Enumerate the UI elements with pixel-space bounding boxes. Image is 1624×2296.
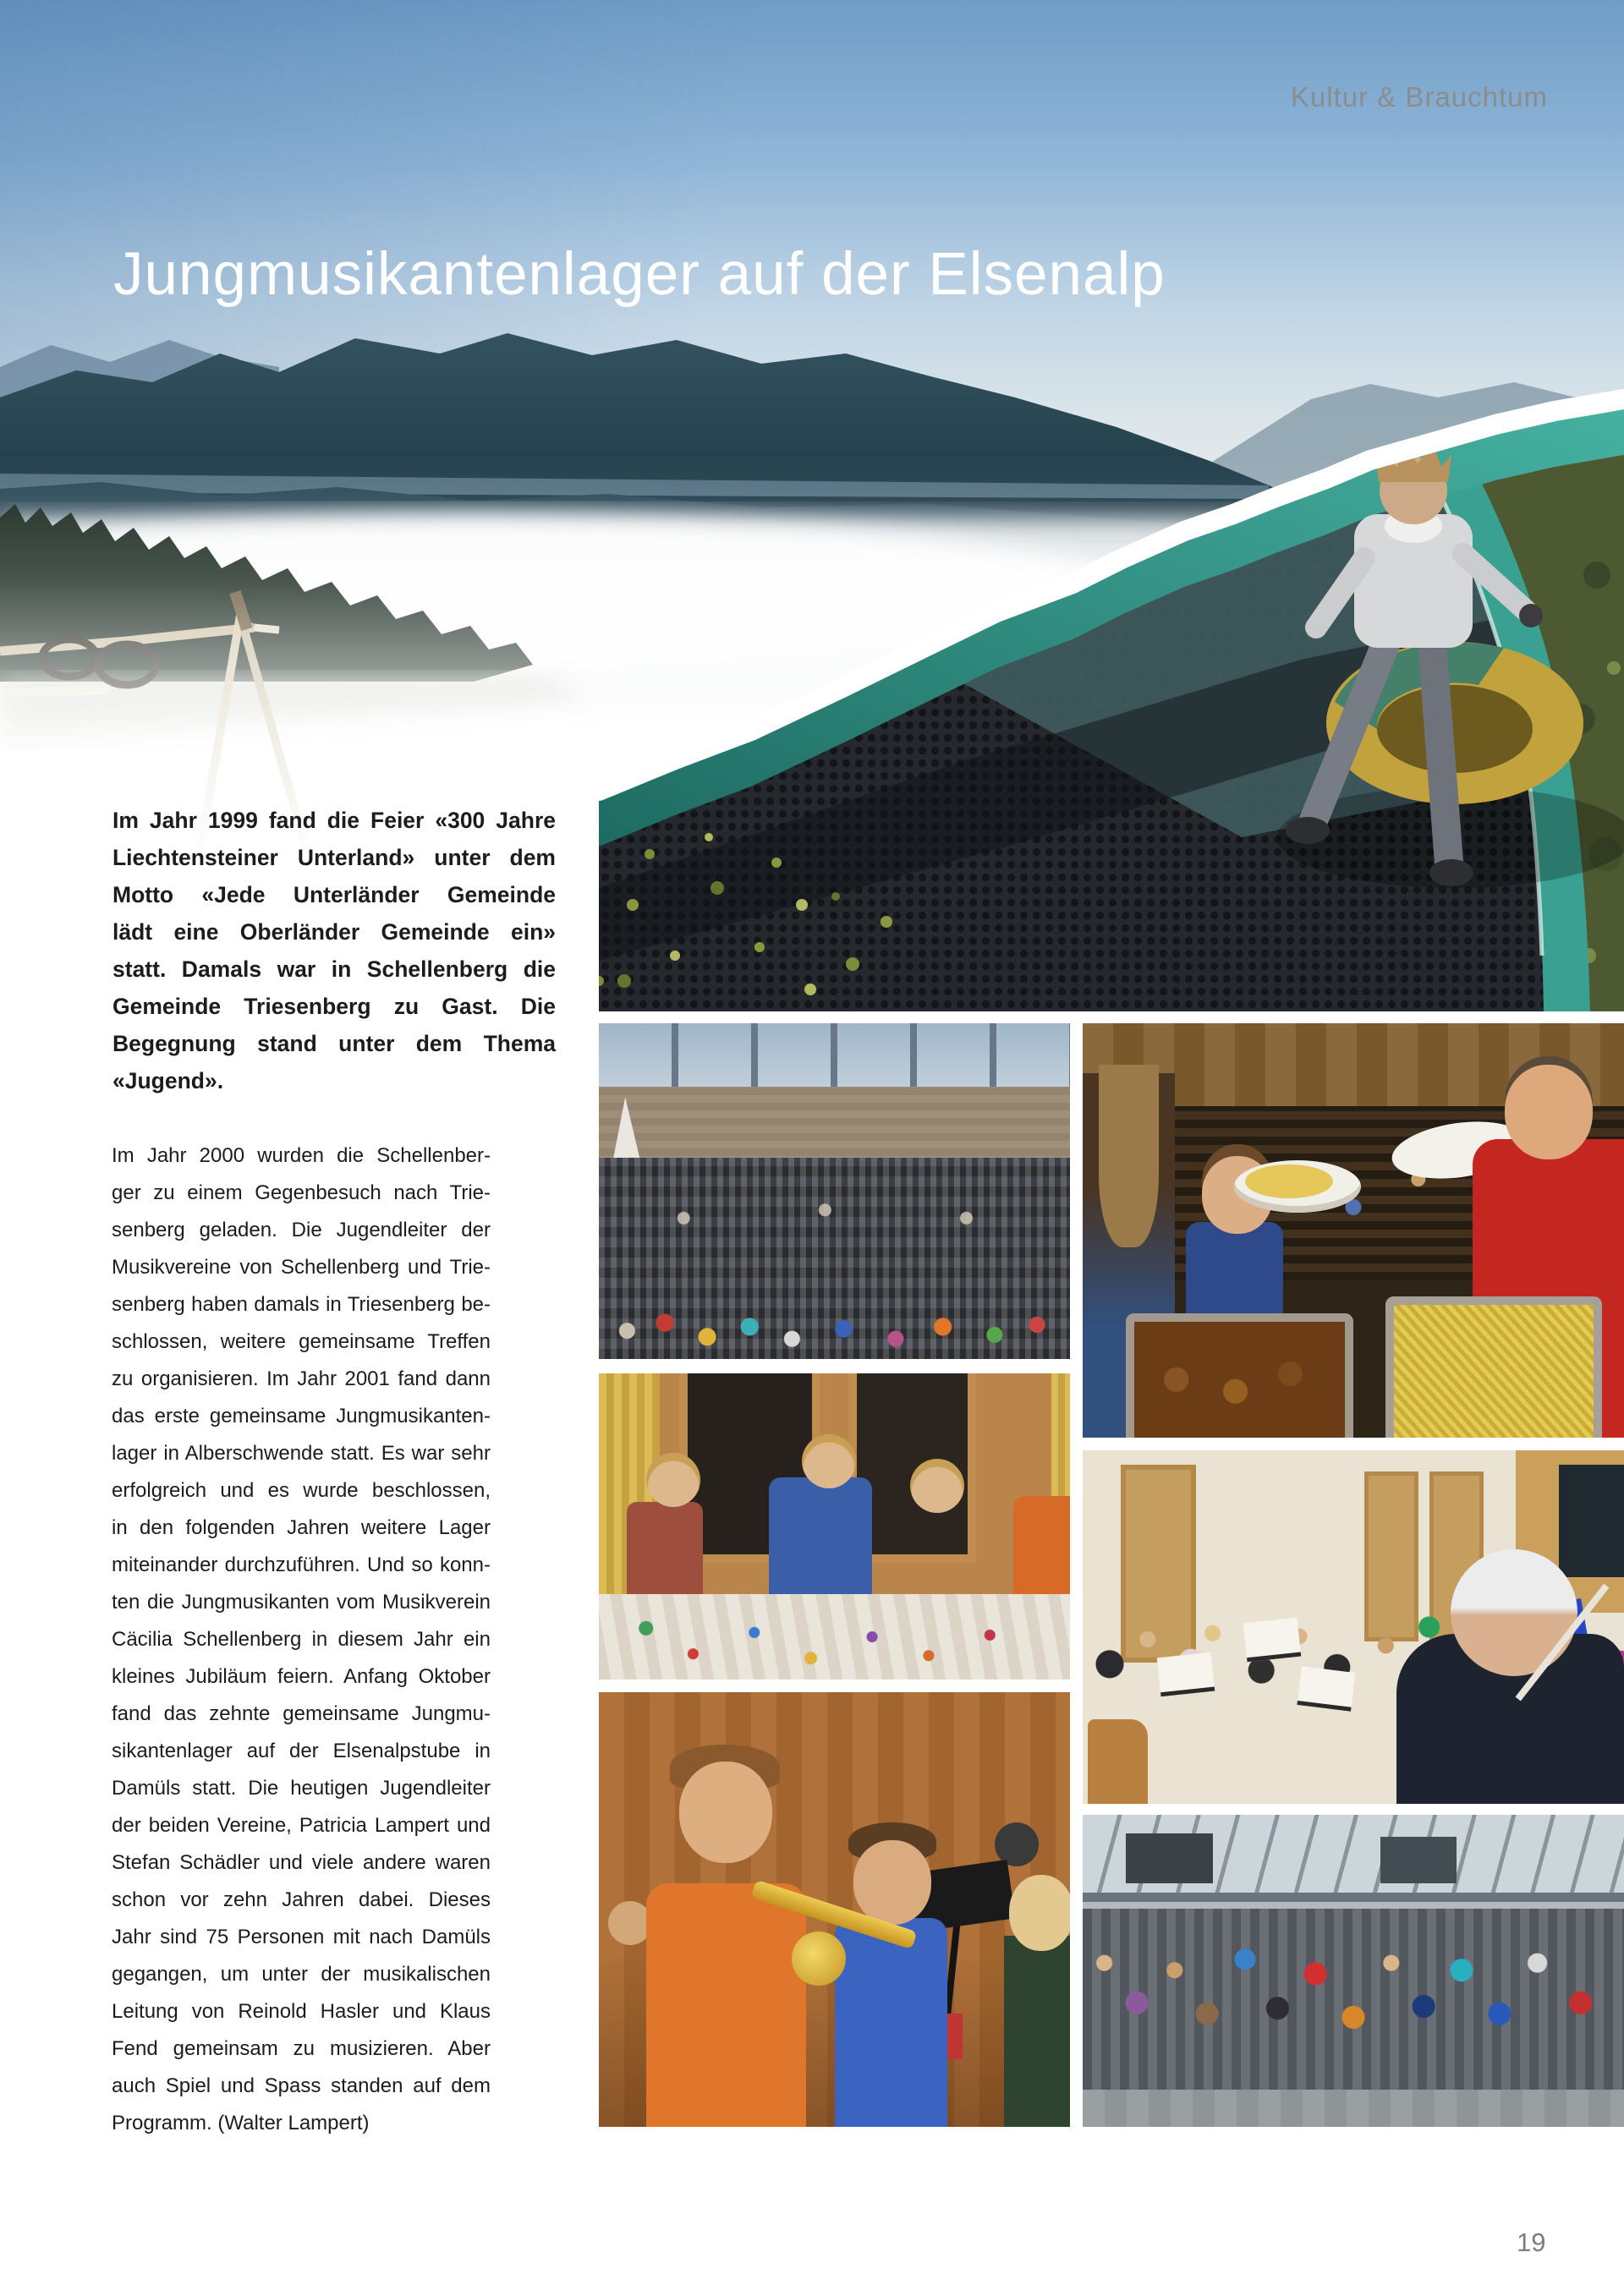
text-line: «Jugend». [112, 1068, 224, 1093]
text-line: statt. Damals war in Schellenberg die [112, 956, 556, 982]
text-line: kleines Jubiläum feiern. Anfang Oktober [112, 1665, 491, 1688]
text-line: gegangen, um unter der musikalischen [112, 1963, 491, 1986]
text-line: Leitung von Reinold Hasler und Klaus [112, 2000, 491, 2023]
noodle-tray [1385, 1296, 1602, 1438]
child-head [910, 1459, 964, 1513]
sheet-music [1156, 1652, 1214, 1696]
text-line: auch Spiel und Spass standen auf dem [112, 2074, 491, 2097]
text-line: Motto «Jede Unterländer Gemeinde [112, 882, 556, 907]
child-head [853, 1840, 931, 1925]
child-figure [769, 1477, 873, 1612]
text-line: in den folgenden Jahren weitere Lager [112, 1516, 491, 1539]
photo-outdoor-group [1083, 1815, 1624, 2127]
child-head [679, 1762, 772, 1863]
text-line: sikantenlager auf der Elsenalpstube in [112, 1740, 491, 1762]
child-head [802, 1434, 856, 1488]
crowd [599, 1158, 1070, 1359]
text-line: Jahr sind 75 Personen mit nach Damüls [112, 1926, 491, 1948]
text-line: Cäcilia Schellenberg in diesem Jahr ein [112, 1628, 491, 1651]
text-line: senberg haben damals in Triesenberg be- [112, 1293, 491, 1316]
text-line: fand das zehnte gemeinsame Jungmu- [112, 1702, 491, 1725]
text-line: das erste gemeinsame Jungmusikanten- [112, 1405, 491, 1427]
food-tray [1126, 1313, 1353, 1438]
child-head [1009, 1875, 1070, 1951]
text-line: Gemeinde Triesenberg zu Gast. Die [112, 994, 556, 1019]
sheet-music [1297, 1666, 1355, 1711]
page-number: 19 [1517, 2228, 1546, 2257]
boy-orange-shirt [646, 1883, 806, 2127]
dark-window [1559, 1465, 1624, 1578]
text-line: senberg geladen. Die Jugendleiter der [112, 1219, 491, 1241]
child-figure [1004, 1936, 1070, 2127]
building-window [1380, 1837, 1457, 1883]
photo-group-on-steps [599, 1023, 1070, 1359]
text-line: Musikvereine von Schellenberg und Trie- [112, 1256, 491, 1279]
pasta [1245, 1164, 1333, 1198]
man-head [1505, 1065, 1593, 1159]
text-line: lädt eine Oberländer Gemeinde ein» [112, 919, 556, 945]
sheet-music [1243, 1617, 1301, 1661]
photo-food-serving [1083, 1023, 1624, 1438]
text-line: zu organisieren. Im Jahr 2001 fand dann [112, 1367, 491, 1390]
text-line: schlossen, weitere gemeinsame Treffen [112, 1330, 491, 1353]
pavement [1083, 2090, 1624, 2127]
text-line: miteinander durchzuführen. Und so konn- [112, 1553, 491, 1576]
children-group [1083, 1909, 1624, 2090]
conductor-head [1451, 1549, 1577, 1676]
trumpet-bell [792, 1932, 846, 1986]
text-line: Fend gemeinsam zu musizieren. Aber [112, 2037, 491, 2060]
photo-rehearsal [1083, 1450, 1624, 1804]
child-figure [835, 1918, 948, 2127]
photo-kids-crafting [599, 1373, 1070, 1680]
canopy-beam [1083, 1893, 1624, 1902]
girl-hair [1099, 1065, 1158, 1247]
tube-slide-scene [599, 364, 1624, 1011]
photo-trumpet-players [599, 1692, 1070, 2127]
page-title: Jungmusikantenlager auf der Elsenalp [113, 241, 1166, 308]
text-line: Im Jahr 2000 wurden die Schellenber- [112, 1144, 491, 1167]
building-window [1126, 1833, 1212, 1883]
text-line: der beiden Vereine, Patricia Lampert und [112, 1814, 491, 1837]
text-line: erfolgreich und es wurde beschlossen, [112, 1479, 491, 1502]
text-line: Liechtensteiner Unterland» unter dem [112, 845, 556, 870]
text-line: Stefan Schädler und viele andere waren [112, 1851, 491, 1874]
text-line: Begegnung stand unter dem Thema [112, 1031, 556, 1056]
craft-table [599, 1594, 1070, 1680]
text-line: Damüls statt. Die heutigen Jugendleiter [112, 1777, 491, 1800]
article-body [112, 1137, 491, 2142]
photo-tube-slide [599, 364, 1624, 1011]
text-line: ten die Jungmusikanten vom Musikverein [112, 1591, 491, 1614]
text-line: schon vor zehn Jahren dabei. Dieses [112, 1888, 491, 1911]
text-line: Programm. (Walter Lampert) [112, 2112, 370, 2134]
wooden-chair [1088, 1719, 1147, 1804]
text-line: ger zu einem Gegenbesuch nach Trie- [112, 1181, 491, 1204]
section-header: Kultur & Brauchtum [1290, 81, 1548, 112]
text-line: Im Jahr 1999 fand die Feier «300 Jahre [112, 808, 556, 833]
building-windows [599, 1023, 1070, 1087]
article-intro [112, 802, 556, 1099]
text-line: lager in Alberschwende statt. Es war sehr [112, 1442, 491, 1465]
child-head [646, 1453, 700, 1507]
